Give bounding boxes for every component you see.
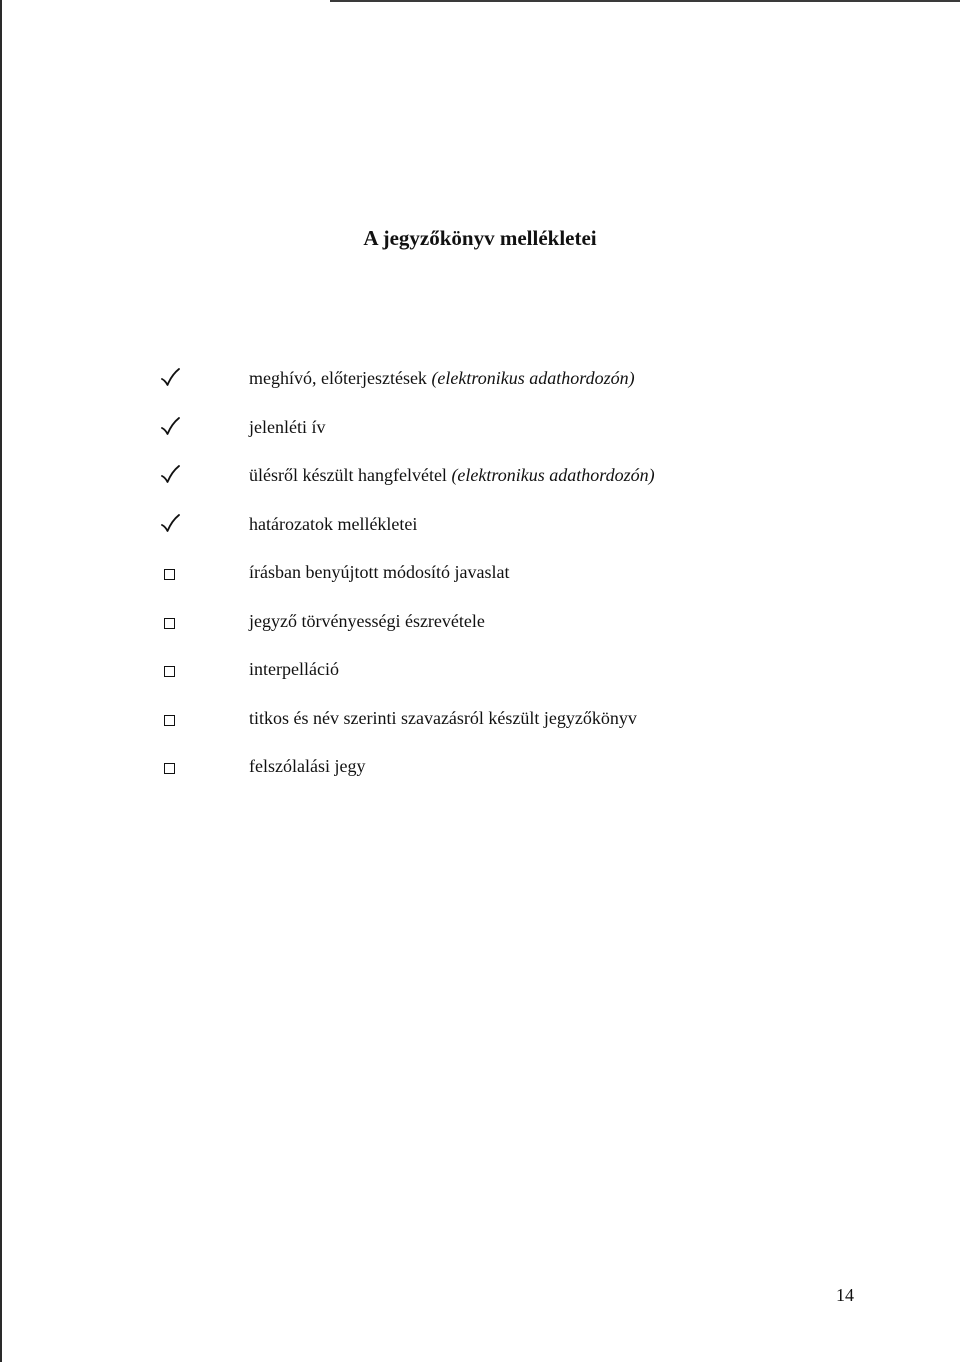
checkbox-square: [164, 763, 175, 774]
checkmark-icon: [150, 510, 190, 540]
list-item: [0, 510, 960, 540]
empty-checkbox-icon: [150, 558, 190, 588]
checkmark-glyph: [160, 514, 180, 534]
list-item-label: [249, 609, 485, 633]
checkmark-icon: [150, 413, 190, 443]
list-item-text: titkos és név szerinti szavazásról készült jegyzőkönyv: [249, 708, 637, 728]
checkmark-icon: [150, 461, 190, 491]
checkbox-square: [164, 715, 175, 726]
list-item-label: [249, 463, 655, 487]
list-item-note: (elektronikus adathordozón): [431, 368, 635, 388]
empty-checkbox-icon: [150, 704, 190, 734]
list-item-label: [249, 706, 637, 730]
checkmark-glyph: [160, 417, 180, 437]
list-item: [0, 413, 960, 443]
empty-checkbox-icon: [150, 752, 190, 782]
list-item-text: határozatok mellékletei: [249, 514, 418, 534]
list-item-text: felszólalási jegy: [249, 756, 366, 776]
list-item-text: írásban benyújtott módosító javaslat: [249, 562, 510, 582]
checkbox-square: [164, 569, 175, 580]
list-item: [0, 364, 960, 394]
list-item-label: [249, 657, 339, 681]
list-item-label: [249, 512, 417, 536]
list-item: [0, 461, 960, 491]
checkbox-square: [164, 666, 175, 677]
list-item-note: (elektronikus adathordozón): [451, 465, 655, 485]
page-number: 14: [836, 1285, 854, 1305]
list-item: [0, 655, 960, 685]
list-item-text: meghívó, előterjesztések: [249, 368, 432, 388]
list-item: [0, 752, 960, 782]
empty-checkbox-icon: [150, 655, 190, 685]
list-item-text: jelenléti ív: [249, 417, 326, 437]
checkmark-glyph: [160, 368, 180, 388]
empty-checkbox-icon: [150, 607, 190, 637]
checkmark-glyph: [160, 465, 180, 485]
list-item-text: interpelláció: [249, 659, 339, 679]
list-item: [0, 558, 960, 588]
list-item-label: [249, 754, 365, 778]
list-item: [0, 607, 960, 637]
list-item-label: [249, 415, 325, 439]
list-item-label: [249, 560, 509, 584]
scan-edge-top: [330, 0, 960, 2]
list-item-label: [249, 366, 635, 390]
checkbox-square: [164, 618, 175, 629]
checkmark-icon: [150, 364, 190, 394]
page-title: A jegyzőkönyv mellékletei: [363, 226, 597, 250]
list-item: [0, 704, 960, 734]
list-item-text: jegyző törvényességi észrevétele: [249, 611, 485, 631]
list-item-text: ülésről készült hangfelvétel: [249, 465, 452, 485]
